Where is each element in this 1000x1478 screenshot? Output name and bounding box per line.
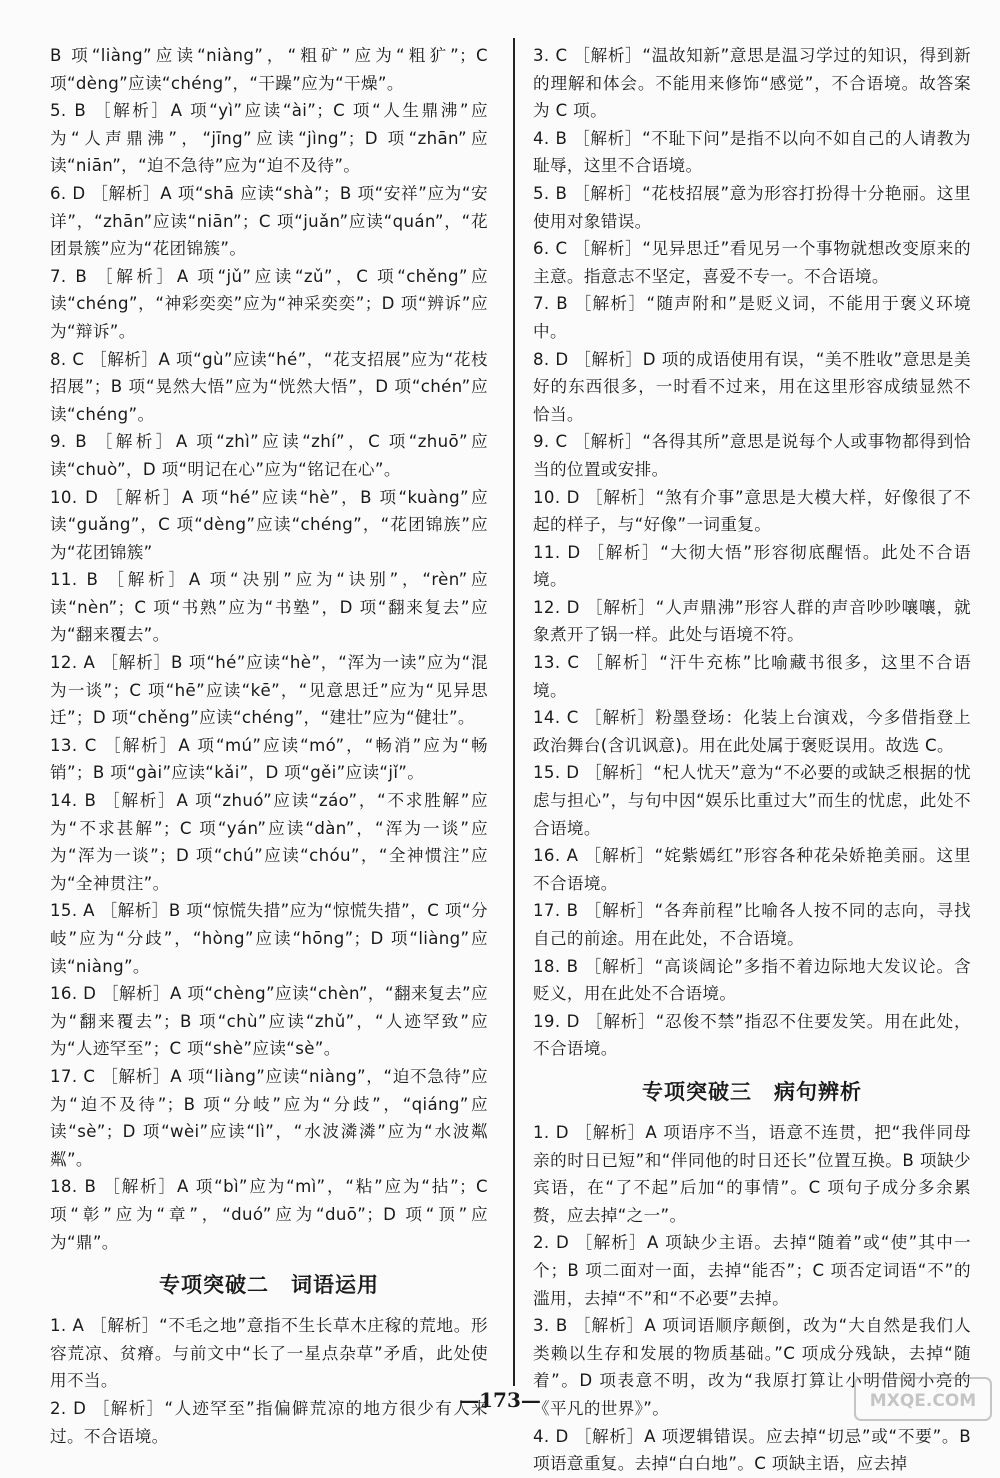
- answer-item: 16. A ［解析］“姹紫嫣红”形容各种花朵娇艳美丽。这里不合语境。: [533, 846, 971, 893]
- answer-item: 2. D ［解析］“人迹罕至”指偏僻荒凉的地方很少有人来过。不合语境。: [50, 1398, 488, 1446]
- answer-item: 10. D ［解析］“煞有介事”意思是大模大样，好像很了不起的样子，与“好像”一词重复。: [533, 487, 971, 535]
- answer-item: 10. D ［解析］A 项“hé”应读“hè”，B 项“kuàng”应读“guǎng”，C 项“dèng”应读“chéng”，“花团锦族”应为“花团锦簇”: [50, 487, 488, 562]
- answer-item: 1. D ［解析］A 项语序不当，语意不连贯，把“我伴同母亲的时日已短”和“伴同他的时日还长”位置互换。B 项缺少宾语，在“了不起”后加“的事情”。C 项句子成分多余累赘，应去掉“之一”。: [533, 1122, 971, 1225]
- answer-item: 4. D ［解析］A 项逻辑错误。应去掉“切忌”或“不要”。B 项语意重复。去掉“白白地”。C 项缺主语，应去掉: [533, 1426, 971, 1474]
- answer-item: 4. B ［解析］“不耻下问”是指不以向不如自己的人请教为耻辱，这里不合语境。: [533, 128, 971, 176]
- answer-item: 18. B ［解析］“高谈阔论”多指不着边际地大发议论。含贬义，用在此处不合语境。: [533, 956, 971, 1004]
- answer-item: B 项“liàng”应读“niàng”，“粗矿”应为“粗犷”；C 项“dèng”应读“chéng”，“干躁”应为“干燥”。: [50, 46, 488, 93]
- left-column: [50, 42, 488, 1450]
- answer-item: 3. C ［解析］“温故知新”意思是温习学过的知识，得到新的理解和体会。不能用来修饰“感觉”，不合语境。故答案为 C 项。: [533, 46, 971, 121]
- answer-item: 17. C ［解析］A 项“liàng”应读“niàng”，“迫不急待”应为“迫不及待”；B 项“分岐”应为“分歧”，“qiáng”应读“sè”；D 项“wèi”应读“lì”，“水波潾潾”应为“水波粼粼”。: [50, 1066, 488, 1169]
- answer-item: 13. C ［解析］A 项“mú”应读“mó”，“畅消”应为“畅销”；B 项“gài”应读“kǎi”，D 项“gěi”应读“jǐ”。: [50, 735, 488, 783]
- answer-item: 19. D ［解析］“忍俊不禁”指忍不住要发笑。用在此处，不合语境。: [533, 1011, 971, 1059]
- answer-item: 14. B ［解析］A 项“zhuó”应读“záo”，“不求胜解”应为“不求甚解”；C 项“yán”应读“dàn”，“浑为一谈”应为“浑为一谈”；D 项“chú”应读“chóu”，“全神惯注”应为“全神贯注”。: [50, 791, 488, 893]
- answer-item: 3. B ［解析］A 项词语顺序颠倒，改为“大自然是我们人类赖以生存和发展的物质基础。”C 项成分残缺，去掉“随着”。D 项表意不明，改为“我原打算让小明借阅小亮的《平凡的世界》”。: [533, 1316, 971, 1418]
- watermark-text: MXQE.COM: [869, 1391, 977, 1411]
- answer-item: 12. A ［解析］B 项“hé”应读“hè”，“浑为一读”应为“混为一谈”；C 项“hē”应读“kē”，“见意思迁”应为“见异思迁”；D 项“chěng”应读“chéng”，“建壮”应为“健壮”。: [50, 653, 488, 728]
- answer-item: 5. B ［解析］A 项“yì”应读“ài”；C 项“人生鼎沸”应为“人声鼎沸”，“jīng”应读“jìng”；D 项“zhān”应读“niān”，“迫不急待”应为“迫不及待”。: [50, 101, 488, 176]
- column-divider: [513, 38, 515, 1386]
- section-heading-word-usage: 专项突破二 词语运用: [159, 1273, 379, 1298]
- answer-item: 11. D ［解析］“大彻大悟”形容彻底醒悟。此处不合语境。: [533, 542, 971, 590]
- answer-item: 8. D ［解析］D 项的成语使用有误，“美不胜收”意思是美好的东西很多，一时看不过来，用在这里形容成绩显然不恰当。: [533, 349, 971, 424]
- answer-item: 6. C ［解析］“见异思迁”看见另一个事物就想改变原来的主意。指意志不坚定，喜爱不专一。不合语境。: [533, 239, 971, 286]
- answer-item: 17. B ［解析］“各奔前程”比喻各人按不同的志向，寻找自己的前途。用在此处，不合语境。: [533, 901, 971, 948]
- answer-item: 1. A ［解析］“不毛之地”意指不生长草木庄稼的荒地。形容荒凉、贫瘠。与前文中“长了一星点杂草”矛盾，此处使用不当。: [50, 1316, 488, 1391]
- answer-item: 14. C ［解析］粉墨登场：化装上台演戏，今多借指登上政治舞台(含讥讽意)。用在此处属于褒贬误用。故选 C。: [533, 708, 971, 755]
- answer-item: 11. B ［解析］A 项“决别”应为“诀别”，“rèn”应读“nèn”；C 项“书熟”应为“书塾”，D 项“翻来复去”应为“翻来覆去”。: [50, 570, 488, 645]
- answer-item: 6. D ［解析］A 项“shā 应读“shà”；B 项“安祥”应为“安详”，“zhān”应读“niān”；C 项“juǎn”应读“quán”，“花团景簇”应为“花团锦簇”。: [50, 183, 488, 259]
- answer-item: 18. B ［解析］A 项“bì”应为“mì”，“粘”应为“拈”；C 项“彰”应为“章”，“duó”应为“duō”；D 项“顶”应为“鼎”。: [50, 1177, 488, 1252]
- watermark-logo: [854, 1377, 992, 1421]
- section-heading-sentence-errors: 专项突破三 病句辨析: [642, 1079, 862, 1104]
- answer-item: 9. C ［解析］“各得其所”意思是说每个人或事物都得到恰当的位置或安排。: [533, 432, 971, 479]
- answer-item: 7. B ［解析］“随声附和”是贬义词，不能用于褒义环境中。: [533, 294, 971, 341]
- answer-item: 13. C ［解析］“汗牛充栋”比喻藏书很多，这里不合语境。: [533, 653, 971, 700]
- page-number: —173—: [459, 1388, 541, 1412]
- answer-item: 15. D ［解析］“杞人忧天”意为“不必要的或缺乏根据的忧虑与担心”，与句中因“娱乐比重过大”而生的忧虑，此处不合语境。: [533, 763, 971, 838]
- answer-item: 7. B ［解析］A 项“jǔ”应读“zǔ”，C 项“chěng”应读“chéng”，“神彩奕奕”应为“神采奕奕”；D 项“辨诉”应为“辩诉”。: [50, 266, 488, 341]
- answer-item: 16. D ［解析］A 项“chèng”应读“chèn”，“翻来复去”应为“翻来覆去”；B 项“chù”应读“zhǔ”，“人迹罕致”应为“人迹罕至”；C 项“shè”应读“sè”。: [50, 984, 488, 1059]
- answer-item: 8. C ［解析］A 项“gù”应读“hé”，“花支招展”应为“花枝招展”；B 项“晃然大悟”应为“恍然大悟”，D 项“chén”应读“chéng”。: [50, 349, 488, 424]
- answer-item: 12. D ［解析］“人声鼎沸”形容人群的声音吵吵嚷嚷，就象煮开了锅一样。此处与语境不符。: [533, 597, 971, 645]
- answer-item: 9. B ［解析］A 项“zhì”应读“zhí”，C 项“zhuō”应读“chuò”，D 项“明记在心”应为“铭记在心”。: [50, 432, 488, 479]
- answer-item: 5. B ［解析］“花枝招展”意为形容打扮得十分艳丽。这里使用对象错误。: [533, 183, 971, 231]
- answer-item: 2. D ［解析］A 项缺少主语。去掉“随着”或“使”其中一个；B 项二面对一面，去掉“能否”；C 项否定词语“不”的滥用，去掉“不”和“不必要”去掉。: [533, 1233, 971, 1308]
- answer-item: 15. A ［解析］B 项“惊慌失措”应为“惊慌失措”，C 项“分岐”应为“分歧”，“hòng”应读“hōng”；D 项“liàng”应读“niàng”。: [50, 901, 488, 976]
- right-column: [533, 42, 971, 1478]
